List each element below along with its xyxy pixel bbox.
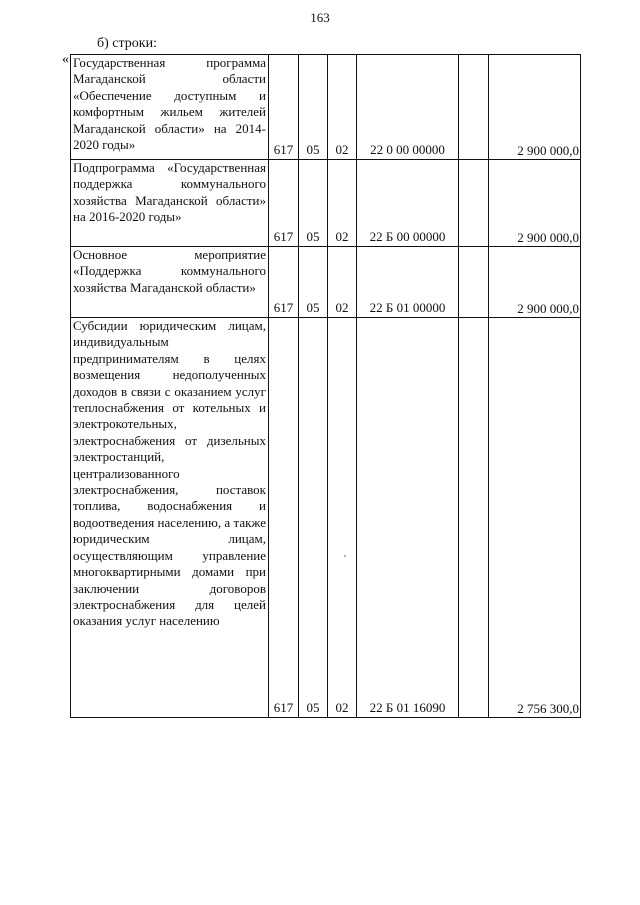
row-description-cell <box>71 247 269 318</box>
ministry-code: 617 <box>269 247 299 318</box>
amount-value: 2 900 000,0 <box>489 55 581 160</box>
row-description: Субсидии юридическим лицам, индивидуальным предпринимателям в целях возмещения недополученных доходов в связи с оказанием услуг теплоснабжения от котельных и электрокотельных, электроснабжения от дизельных электростанций, централизованного электроснабжения, поставок топлива, водоснабжения и водоотведения населению, а также юридическим лицам, осуществляющим управление многоквартирными домами при заключении договоров электроснабжения для целей оказания услуг населению <box>73 318 266 629</box>
subsection-code: 02 <box>328 55 357 160</box>
section-label: б) строки: <box>97 36 157 51</box>
section-code: 05 <box>299 55 328 160</box>
budget-table <box>70 54 581 718</box>
table-row <box>71 247 581 318</box>
scan-speck <box>344 555 346 557</box>
page-number: 163 <box>310 10 330 25</box>
expense-type-code <box>459 160 489 247</box>
row-description-cell <box>71 55 269 160</box>
ministry-code: 617 <box>269 160 299 247</box>
table-row <box>71 55 581 160</box>
subsection-code: 02 <box>328 247 357 318</box>
target-article-code: 22 0 00 00000 <box>357 55 459 160</box>
opening-quote-mark: « <box>62 52 69 67</box>
ministry-code: 617 <box>269 318 299 718</box>
subsection-code: 02 <box>328 160 357 247</box>
row-description: Основное мероприятие «Поддержка коммунального хозяйства Магаданской области» <box>73 247 266 295</box>
target-article-code: 22 Б 01 00000 <box>357 247 459 318</box>
expense-type-code <box>459 318 489 718</box>
row-description: Подпрограмма «Государственная поддержка коммунального хозяйства Магаданской области» на 2016-2020 годы» <box>73 160 266 225</box>
row-description-cell <box>71 318 269 718</box>
subsection-code: 02 <box>328 318 357 718</box>
row-description-cell <box>71 160 269 247</box>
expense-type-code <box>459 247 489 318</box>
target-article-code: 22 Б 00 00000 <box>357 160 459 247</box>
amount-value: 2 900 000,0 <box>489 160 581 247</box>
table-row <box>71 160 581 247</box>
amount-value: 2 900 000,0 <box>489 247 581 318</box>
table-row <box>71 318 581 718</box>
amount-value: 2 756 300,0 <box>489 318 581 718</box>
section-code: 05 <box>299 247 328 318</box>
ministry-code: 617 <box>269 55 299 160</box>
target-article-code: 22 Б 01 16090 <box>357 318 459 718</box>
section-code: 05 <box>299 318 328 718</box>
expense-type-code <box>459 55 489 160</box>
row-description: Государственная программа Магаданской области «Обеспечение доступным и комфортным жильем жителей Магаданской области» на 2014-2020 годы» <box>73 55 266 153</box>
section-code: 05 <box>299 160 328 247</box>
